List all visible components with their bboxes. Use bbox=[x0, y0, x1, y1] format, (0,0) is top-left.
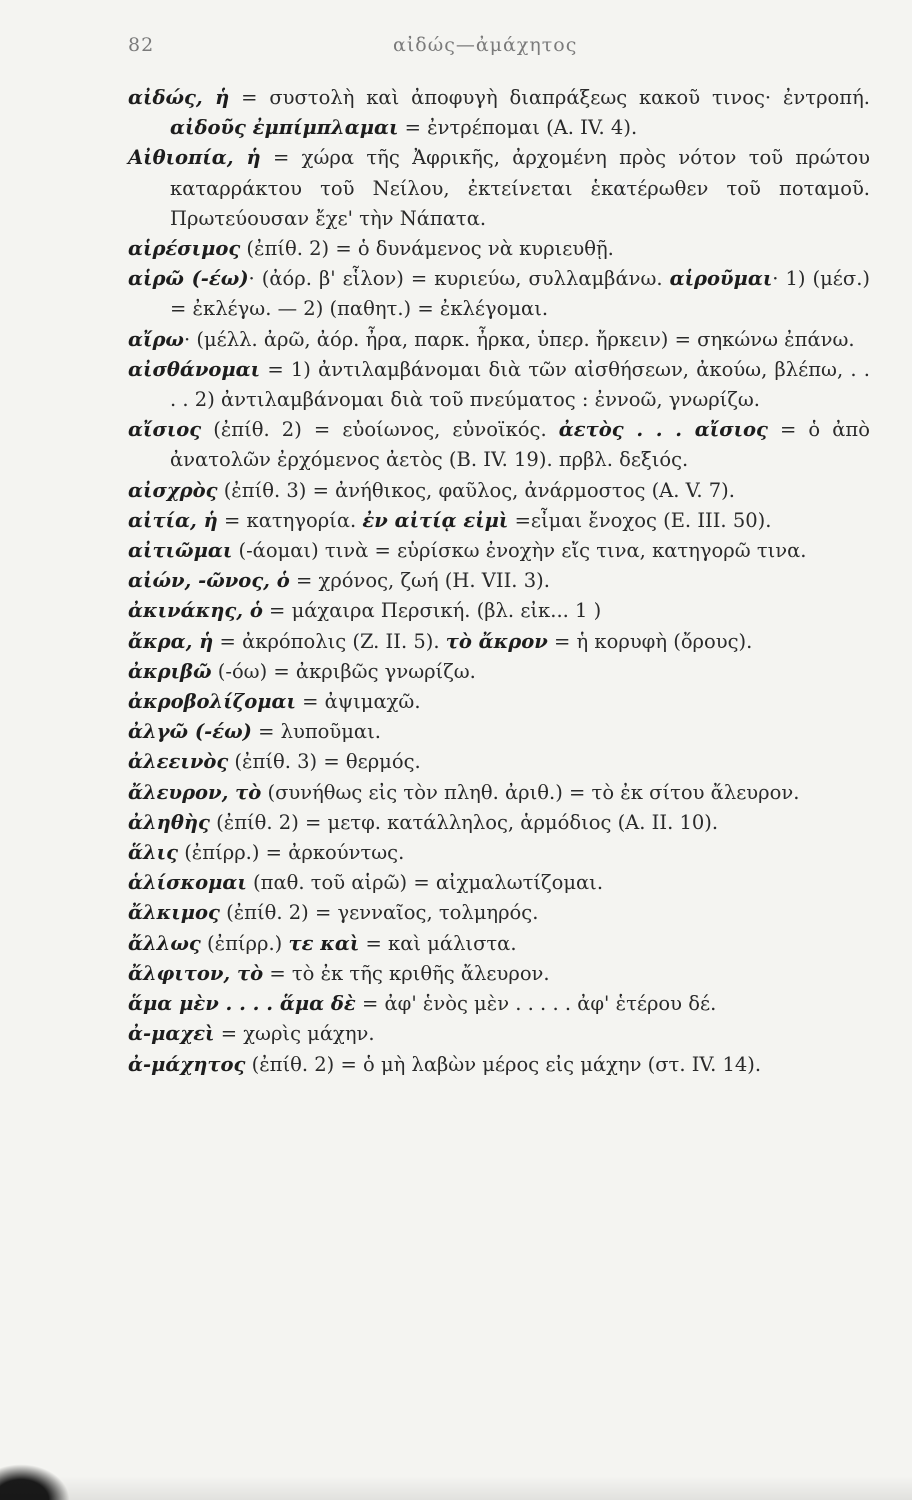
dictionary-entry bbox=[128, 1019, 870, 1049]
dictionary-entry bbox=[128, 898, 870, 928]
entry-definition: (ἐπίθ. 2) = εὐοίωνος, εὐνοϊκός. bbox=[201, 418, 559, 442]
dictionary-entry bbox=[128, 687, 870, 717]
running-head: αἰδώς—ἀμάχητος bbox=[393, 34, 578, 56]
dictionary-entry bbox=[128, 143, 870, 234]
entry-subheadword: τε καὶ bbox=[288, 931, 360, 955]
dictionary-entry bbox=[128, 1050, 870, 1080]
entry-headword: αἰδώς, ἡ bbox=[128, 86, 230, 109]
entry-definition: (ἐπίθ. 2) = γενναῖος, τολμηρός. bbox=[219, 901, 539, 925]
entry-headword: ἅμα μὲν . . . . ἅμα δὲ bbox=[128, 992, 356, 1016]
entry-definition: = χώρα τῆς Ἀφρικῆς, ἀρχομένη πρὸς νότον τοῦ πρώτου καταρράκτου τοῦ Νείλου, ἐκτείνεται ἑκατέρωθεν τοῦ ποταμοῦ. Πρωτεύουσαν ἔχε' τὴν Νάπατα. bbox=[170, 146, 870, 230]
dictionary-entry bbox=[128, 325, 870, 355]
dictionary-entry bbox=[128, 929, 870, 959]
entry-subdefinition: = ἐντρέπομαι (A. IV. 4). bbox=[398, 116, 638, 140]
entry-subheadword: αἰδοῦς ἐμπίμπλαμαι bbox=[170, 116, 399, 140]
entry-headword: ἀκριβῶ bbox=[128, 659, 212, 683]
dictionary-entry bbox=[128, 596, 870, 626]
dictionary-entry bbox=[128, 415, 870, 475]
entry-definition: (ἐπίθ. 2) = μετφ. κατάλληλος, ἁρμόδιος (A. II. 10). bbox=[209, 810, 719, 834]
entry-subheadword: ἀετὸς . . . αἴσιος bbox=[558, 418, 768, 442]
dictionary-entry bbox=[128, 717, 870, 747]
dictionary-entry bbox=[128, 657, 870, 687]
entry-headword: αἰτιῶμαι bbox=[128, 539, 233, 563]
entry-headword: αἰών, -ῶνος, ὁ bbox=[128, 569, 290, 593]
entry-headword: ἅλις bbox=[128, 841, 178, 865]
entry-subdefinition: = καὶ μάλιστα. bbox=[359, 931, 517, 955]
entry-headword: αἰτία, ἡ bbox=[128, 508, 218, 532]
entry-definition: (ἐπίρρ.) = ἀρκούντως. bbox=[178, 841, 405, 865]
entry-subdefinition: =εἶμαι ἔνοχος (E. III. 50). bbox=[508, 508, 772, 532]
entry-subheadword: ἐν αἰτίᾳ εἰμὶ bbox=[362, 508, 509, 532]
entry-subheadword: αἱροῦμαι bbox=[669, 267, 773, 291]
entry-definition: (-όω) = ἀκριβῶς γνωρίζω. bbox=[211, 659, 476, 683]
entry-headword: ἀκινάκης, ὁ bbox=[128, 599, 263, 623]
entry-definition: · (μέλλ. ἀρῶ, ἀόρ. ἦρα, παρκ. ἦρκα, ὑπερ. ἤρκειν) = σηκώνω ἐπάνω. bbox=[183, 327, 855, 351]
entry-headword: ἀ-μάχητος bbox=[128, 1052, 246, 1076]
entry-headword: αἰσθάνομαι bbox=[128, 357, 261, 381]
dictionary-entry bbox=[128, 234, 870, 264]
dictionary-entry bbox=[128, 83, 870, 143]
dictionary-entry bbox=[128, 355, 870, 415]
entry-headword: Αἰθιοπία, ἡ bbox=[128, 146, 261, 170]
entry-definition: = 1) ἀντιλαμβάνομαι διὰ τῶν αἰσθήσεων, ἀκούω, βλέπω, . . . . 2) ἀντιλαμβάνομαι διὰ τοῦ πνεύματος : ἐννοῶ, γνωρίζω. bbox=[170, 357, 870, 412]
entry-definition: = ἀφ' ἑνὸς μὲν . . . . . ἀφ' ἑτέρου δέ. bbox=[355, 992, 717, 1016]
entry-definition: (ἐπίρρ.) bbox=[200, 931, 289, 955]
dictionary-entry bbox=[128, 476, 870, 506]
entry-definition: = μάχαιρα Περσική. (βλ. εἰκ... 1 ) bbox=[262, 599, 602, 623]
entry-subdefinition: = ὁ ἀπὸ ἀνατολῶν ἐρχόμενος ἀετὸς (B. IV. 19). πρβλ. δεξιός. bbox=[170, 418, 870, 472]
entry-definition: = χρόνος, ζωή (H. VII. 3). bbox=[289, 569, 550, 593]
entry-definition: (ἐπίθ. 2) = ὁ μὴ λαβὼν μέρος εἰς μάχην (στ. IV. 14). bbox=[245, 1052, 762, 1076]
entry-definition: = ἀψιμαχῶ. bbox=[295, 690, 421, 714]
entry-headword: ἀλεεινὸς bbox=[128, 750, 229, 774]
entry-definition: (ἐπίθ. 2) = ὁ δυνάμενος νὰ κυριευθῇ. bbox=[240, 237, 614, 261]
entry-definition: = χωρὶς μάχην. bbox=[214, 1022, 375, 1046]
page-header bbox=[128, 34, 768, 64]
entry-headword: αἱρέσιμος bbox=[128, 237, 241, 261]
entry-subdefinition: = ἡ κορυφὴ (ὄρους). bbox=[547, 629, 753, 653]
dictionary-entry bbox=[128, 868, 870, 898]
entry-headword: ἀκροβολίζομαι bbox=[128, 690, 296, 714]
dictionary-entry bbox=[128, 838, 870, 868]
entry-definition: (ἐπίθ. 3) = ἀνήθικος, φαῦλος, ἀνάρμοστος (A. V. 7). bbox=[217, 478, 735, 502]
entry-headword: ἀληθὴς bbox=[128, 810, 210, 834]
entry-subdefinition: · 1) (μέσ.) = ἐκλέγω. — 2) (παθητ.) = ἐκλέγομαι. bbox=[170, 267, 870, 321]
entry-headword: ἄκρα, ἡ bbox=[128, 629, 214, 653]
dictionary-entry bbox=[128, 536, 870, 566]
dictionary-entry bbox=[128, 747, 870, 777]
entry-headword: αἰσχρὸς bbox=[128, 478, 218, 502]
entry-definition: (συνήθως εἰς τὸν πληθ. ἀριθ.) = τὸ ἐκ σίτου ἄλευρον. bbox=[261, 780, 800, 804]
entry-definition: (-άομαι) τινὰ = εὑρίσκω ἐνοχὴν εἴς τινα, κατηγορῶ τινα. bbox=[232, 539, 807, 563]
entry-definition: (παθ. τοῦ αἱρῶ) = αἰχμαλωτίζομαι. bbox=[246, 871, 604, 895]
entry-headword: αἴσιος bbox=[128, 418, 202, 442]
entry-definition: = συστολὴ καὶ ἀποφυγὴ διαπράξεως κακοῦ τινος· ἐντροπή. bbox=[229, 86, 870, 109]
entry-definition: = κατηγορία. bbox=[217, 508, 363, 532]
entry-definition: = ἀκρόπολις (Z. II. 5). bbox=[213, 629, 446, 653]
dictionary-entry bbox=[128, 264, 870, 324]
dictionary-entry bbox=[128, 566, 870, 596]
dictionary-entry bbox=[128, 506, 870, 536]
dictionary-entry bbox=[128, 778, 870, 808]
scan-edge-shadow bbox=[0, 1476, 912, 1500]
dictionary-entry bbox=[128, 959, 870, 989]
entry-headword: ἄλλως bbox=[128, 931, 201, 955]
dictionary-entry bbox=[128, 627, 870, 657]
dictionary-entry bbox=[128, 808, 870, 838]
entry-definition: · (ἀόρ. β' εἷλον) = κυριεύω, συλλαμβάνω. bbox=[248, 267, 670, 291]
entry-definition: (ἐπίθ. 3) = θερμός. bbox=[228, 750, 421, 774]
entry-list bbox=[128, 83, 870, 1080]
entry-definition: = λυποῦμαι. bbox=[251, 720, 381, 744]
dictionary-entry bbox=[128, 989, 870, 1019]
entry-headword: ἁλίσκομαι bbox=[128, 871, 247, 895]
entry-headword: αἴρω bbox=[128, 327, 184, 351]
entry-subheadword: τὸ ἄκρον bbox=[445, 629, 548, 653]
entry-headword: ἀλγῶ (-έω) bbox=[128, 720, 252, 744]
entry-headword: ἄλκιμος bbox=[128, 901, 220, 925]
page-number: 82 bbox=[128, 34, 155, 56]
entry-headword: ἄλευρον, τὸ bbox=[128, 780, 262, 804]
entry-headword: ἄλφιτον, τὸ bbox=[128, 961, 264, 985]
entry-headword: αἱρῶ (-έω) bbox=[128, 267, 249, 291]
entry-definition: = τὸ ἐκ τῆς κριθῆς ἄλευρον. bbox=[263, 961, 550, 985]
entry-headword: ἀ-μαχεὶ bbox=[128, 1022, 215, 1046]
